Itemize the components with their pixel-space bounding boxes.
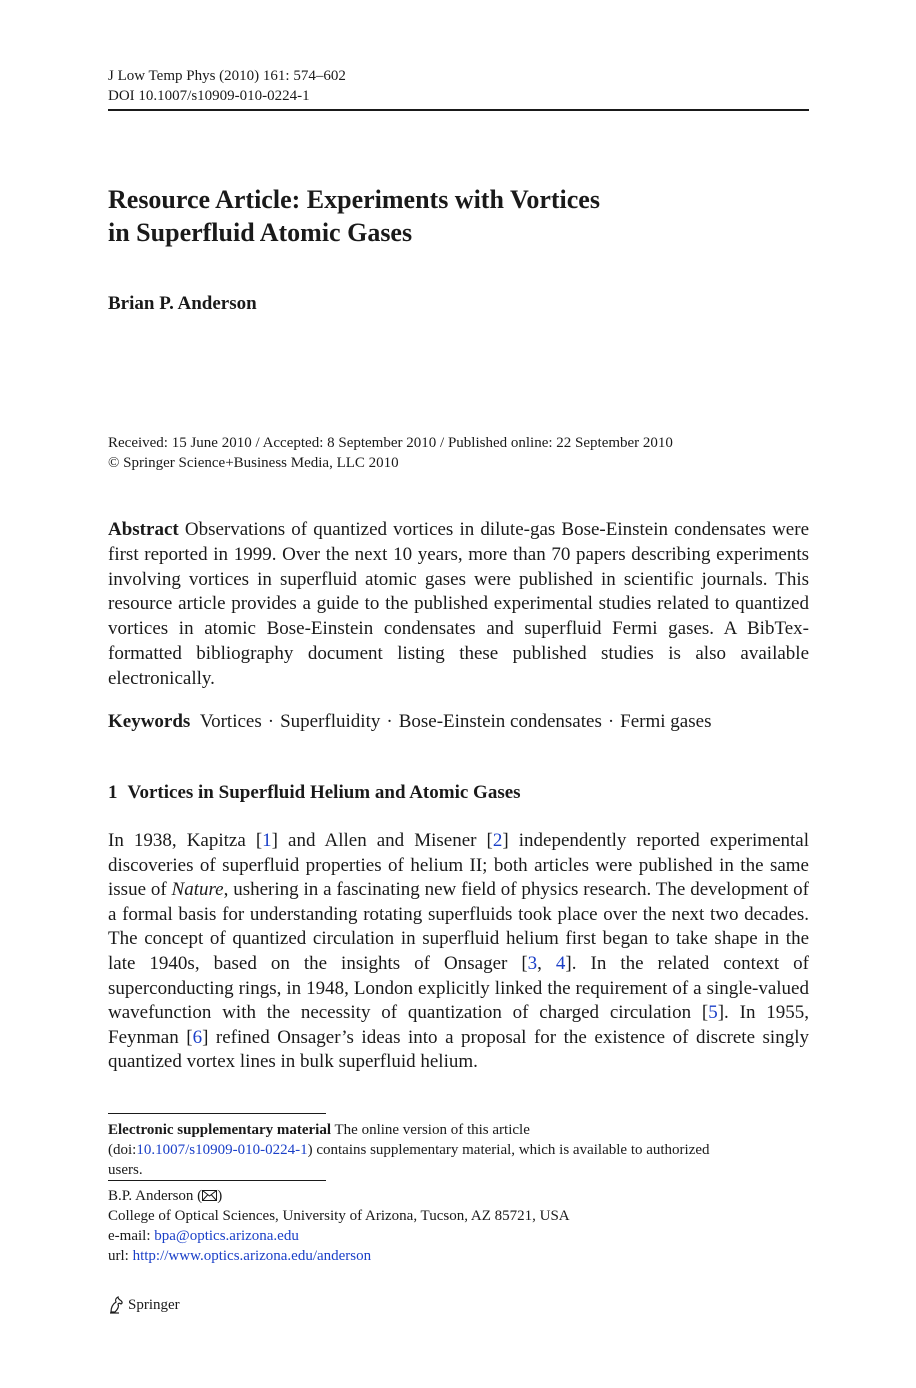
published-date: Published online: 22 September 2010: [447, 435, 673, 451]
keywords-label: Keywords: [108, 711, 191, 732]
journal-citation: J Low Temp Phys (2010) 161: 574–602: [108, 68, 346, 84]
footnote-rule: [108, 1180, 326, 1181]
journal-name: Nature: [171, 879, 224, 901]
body-text-run: ]. In the related context of superconducting rings, in 1948, London explicitly linked the requirement of a single-valued wavefunction with the necessity of quantization of charged circulation [: [108, 952, 809, 1024]
author-footnote-name: B.P. Anderson (: [108, 1188, 203, 1204]
citation-link[interactable]: 3: [527, 952, 538, 974]
body-text-run: , ushering in a fascinating new field of physics research. The development of a formal basis for understanding rotating superfluids took place over the next two decades. The concept of quantized circulation in superfluid helium first began to take shape in the late 1940s, based on the insights of Onsager [: [108, 879, 810, 974]
footnote-supplementary: [108, 1120, 809, 1180]
esm-line-1: [108, 1120, 809, 1140]
citation-link[interactable]: 5: [708, 1002, 718, 1024]
citation-link[interactable]: 2: [492, 830, 503, 851]
body-text-run: ] refined Onsager’s ideas into a proposal for the existence of discrete singly quantized vortex lines in bulk superfluid helium.: [108, 1026, 809, 1073]
author-name: Brian P. Anderson: [108, 293, 257, 314]
body-text-run: ]. In 1955, Feynman [: [108, 1002, 810, 1048]
publication-dates: [108, 433, 673, 473]
keyword-item: Bose-Einstein condensates: [398, 711, 602, 732]
body-text-run: ] independently reported experimental discoveries of superfluid properties of helium II; both articles were published in the same issue of: [108, 830, 809, 901]
homepage-link[interactable]: http://www.optics.arizona.edu/anderson: [132, 1248, 372, 1264]
body-text-run: ] and Allen and Misener [: [271, 830, 493, 851]
corresponding-author: [108, 1186, 809, 1206]
date-separator: /: [251, 435, 263, 451]
copyright-line: © Springer Science+Business Media, LLC 2010: [108, 455, 399, 471]
email-label: e-mail:: [108, 1228, 155, 1244]
abstract-text: Observations of quantized vortices in dilute-gas Bose-Einstein condensates were first reported in 1999. Over the next 10 years, more than 70 papers describing experiments involving vortices in superfluid atomic gases were published in scientific journals. This resource article provides a guide to the published experimental studies related to quantized vortices in atomic Bose-Einstein condensates and superfluid Fermi gases. A BibTex-formatted bibliography document listing these published studies is also available electronically.: [108, 519, 810, 689]
author-url-line: [108, 1246, 809, 1266]
email-link[interactable]: bpa@optics.arizona.edu: [154, 1228, 299, 1244]
doi-link[interactable]: 10.1007/s10909-010-0224-1: [136, 1142, 308, 1158]
received-date: Received: 15 June 2010: [108, 435, 252, 451]
author-affiliation: College of Optical Sciences, University of Arizona, Tucson, AZ 85721, USA: [108, 1208, 570, 1224]
author-footnote-close: ): [217, 1188, 223, 1204]
history-dates: [108, 433, 673, 453]
esm-text: (doi:: [108, 1142, 137, 1158]
body-text-run: ,: [537, 952, 556, 974]
title-line-1: Resource Article: Experiments with Vortices: [108, 185, 600, 214]
keyword-item: Vortices: [199, 711, 262, 732]
springer-horse-icon: [108, 1296, 124, 1314]
section-number: 1: [108, 782, 118, 803]
esm-text: ) contains supplementary material, which is available to authorized: [307, 1142, 710, 1158]
section-heading: [108, 782, 521, 804]
journal-header: [108, 66, 346, 106]
springer-logo: [108, 1296, 180, 1314]
article-title: [108, 183, 748, 249]
keyword-item: Fermi gases: [620, 711, 712, 732]
journal-doi: DOI 10.1007/s10909-010-0224-1: [108, 88, 310, 104]
footnote-author: [108, 1186, 809, 1266]
section-body-paragraph: [108, 829, 809, 1075]
abstract: [108, 518, 809, 692]
url-label: url:: [108, 1248, 133, 1264]
publisher-name: Springer: [128, 1296, 180, 1313]
keyword-separator: ·: [267, 711, 275, 732]
esm-label: Electronic supplementary material: [108, 1122, 332, 1138]
esm-line-2: [108, 1140, 809, 1160]
abstract-label: Abstract: [108, 519, 179, 540]
citation-link[interactable]: 6: [192, 1026, 203, 1048]
date-separator: /: [436, 435, 448, 451]
body-text-run: In 1938, Kapitza [: [108, 830, 263, 851]
citation-link[interactable]: 4: [555, 952, 566, 974]
esm-line-3: users.: [108, 1162, 143, 1178]
keywords: [108, 710, 809, 734]
esm-text: The online version of this article: [331, 1122, 530, 1138]
section-title: Vortices in Superfluid Helium and Atomic Gases: [127, 782, 521, 803]
footnote-rule: [108, 1113, 326, 1114]
envelope-icon: [202, 1190, 217, 1201]
accepted-date: Accepted: 8 September 2010: [262, 435, 437, 451]
keyword-separator: ·: [607, 711, 615, 732]
header-rule: [108, 109, 809, 111]
title-line-2: in Superfluid Atomic Gases: [108, 218, 413, 247]
author-email-line: [108, 1226, 809, 1246]
citation-link[interactable]: 1: [262, 830, 272, 851]
keyword-item: Superfluidity: [280, 711, 381, 732]
keyword-separator: ·: [386, 711, 393, 732]
